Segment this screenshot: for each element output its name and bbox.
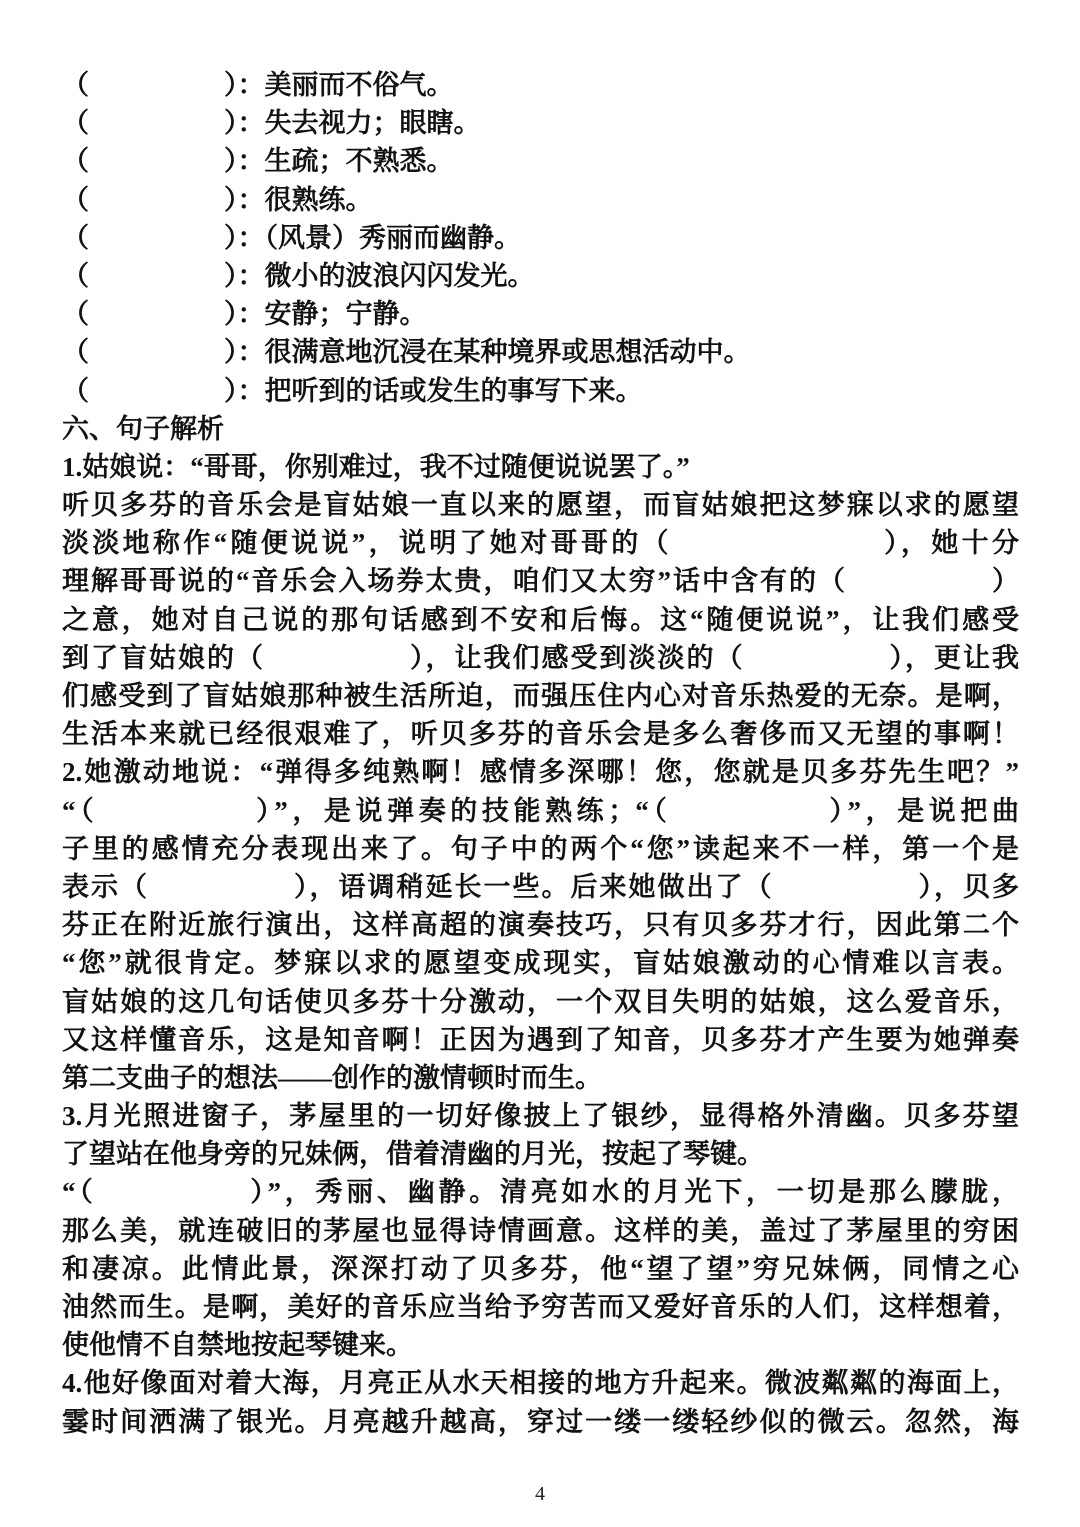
analysis-line: 第二支曲子的想法——创作的激情顿时而生。 (62, 1062, 602, 1093)
page-number: 4 (535, 1483, 545, 1505)
analysis-line: 子里的感情充分表现出来了。句子中的两个“您”读起来不一样，第一个是 (62, 833, 1019, 864)
analysis-line: 表示（ ），语调稍延长一些。后来她做出了（ ），贝多 (62, 871, 1019, 902)
answer-blank: （ ） (62, 146, 238, 177)
word-definitions-list (62, 66, 1019, 410)
sentence-line: 3.月光照进窗子，茅屋里的一切好像披上了银纱，显得格外清幽。贝多芬望 (62, 1101, 1019, 1132)
analysis-line: “您”就很肯定。梦寐以求的愿望变成现实，盲姑娘激动的心情难以言表。 (62, 948, 1019, 979)
sentence-analysis-item-1 (62, 448, 1019, 754)
analysis-line: 和凄凉。此情此景，深深打动了贝多芬，他“望了望”穷兄妹俩，同情之心 (62, 1253, 1019, 1284)
definition-text: ：把听到的话或发生的事写下来。 (237, 375, 643, 406)
answer-blank: （ ） (62, 70, 238, 100)
sentence-line: 4.他好像面对着大海，月亮正从水天相接的地方升起来。微波粼粼的海面上， (62, 1368, 1019, 1399)
sentence-analysis-item-4 (62, 1364, 1019, 1440)
definition-line (62, 257, 1019, 295)
analysis-line: 听贝多芬的音乐会是盲姑娘一直以来的愿望，而盲姑娘把这梦寐以求的愿望 (62, 490, 1019, 521)
analysis-line: 到了盲姑娘的（ ），让我们感受到淡淡的（ ），更让我 (62, 642, 1019, 673)
sentence-line: 了望站在他身旁的兄妹俩，借着清幽的月光，按起了琴键。 (62, 1139, 764, 1170)
analysis-line: 生活本来就已经很艰难了，听贝多芬的音乐会是多么奢侈而又无望的事啊！ (62, 719, 1019, 750)
sentence-line: 2.她激动地说：“弹得多纯熟啊！感情多深哪！您，您就是贝多芬先生吧？” (62, 757, 1019, 788)
analysis-line: 油然而生。是啊，美好的音乐应当给予穷苦而又爱好音乐的人们，这样想着， (62, 1292, 1019, 1322)
definition-line (62, 372, 1019, 410)
sentence-line: 霎时间洒满了银光。月亮越升越高，穿过一缕一缕轻纱似的微云。忽然，海 (62, 1406, 1019, 1437)
analysis-items (62, 448, 1019, 1441)
sentence-analysis-item-3 (62, 1097, 1019, 1364)
definition-text: ：安静；宁静。 (237, 299, 427, 330)
answer-blank: （ ） (62, 337, 238, 368)
analysis-line: “（ ）”，是说弹奏的技能熟练；“（ ）”，是说把曲 (62, 795, 1019, 826)
definition-text: ：很熟练。 (237, 184, 373, 215)
definition-text: ：很满意地沉浸在某种境界或思想活动中。 (237, 337, 751, 368)
answer-blank: （ ） (62, 260, 238, 291)
sentence-analysis-section (62, 410, 1019, 1441)
definition-text: ：生疏；不熟悉。 (237, 146, 454, 177)
word-definitions-section (62, 66, 1019, 410)
sentence-line: 1.姑娘说：“哥哥，你别难过，我不过随便说说罢了。” (62, 451, 690, 482)
analysis-line: 芬正在附近旅行演出，这样高超的演奏技巧，只有贝多芬才行，因此第二个 (62, 910, 1019, 941)
definition-line (62, 66, 1019, 104)
section-heading: 六、句子解析 (62, 413, 224, 444)
answer-blank: （ ） (62, 222, 238, 253)
answer-blank: （ ） (62, 108, 238, 139)
analysis-line: 又这样懂音乐，这是知音啊！正因为遇到了知音，贝多芬才产生要为她弹奏 (62, 1024, 1019, 1055)
definition-text: ：微小的波浪闪闪发光。 (237, 260, 535, 291)
sentence-analysis-item-2 (62, 753, 1019, 1097)
worksheet-content (62, 66, 1019, 1441)
answer-blank: （ ） (62, 375, 238, 406)
definition-line (62, 219, 1019, 257)
definition-text: ：美丽而不俗气。 (237, 70, 454, 100)
analysis-line: 盲姑娘的这几句话使贝多芬十分激动，一个双目失明的姑娘，这么爱音乐， (62, 986, 1019, 1017)
definition-line (62, 104, 1019, 142)
definition-line (62, 295, 1019, 333)
analysis-line: “（ ）”，秀丽、幽静。清亮如水的月光下，一切是那么朦胧， (62, 1177, 1019, 1208)
analysis-line: 理解哥哥说的“音乐会入场券太贵，咱们又太穷”话中含有的（ ） (62, 566, 1019, 597)
analysis-line: 那么美，就连破旧的茅屋也显得诗情画意。这样的美，盖过了茅屋里的穷困 (62, 1215, 1019, 1246)
definition-line (62, 181, 1019, 219)
analysis-line: 使他情不自禁地按起琴键来。 (62, 1330, 413, 1361)
analysis-line: 之意，她对自己说的那句话感到不安和后悔。这“随便说说”，让我们感受 (62, 604, 1019, 635)
definition-line (62, 333, 1019, 371)
analysis-line: 淡淡地称作“随便说说”，说明了她对哥哥的（ ），她十分 (62, 528, 1019, 559)
answer-blank: （ ） (62, 184, 238, 215)
definition-line (62, 142, 1019, 180)
answer-blank: （ ） (62, 299, 238, 330)
analysis-line: 们感受到了盲姑娘那种被生活所迫，而强压住内心对音乐热爱的无奈。是啊， (62, 681, 1019, 711)
definition-text: ：失去视力；眼瞎。 (237, 108, 481, 139)
definition-text: ：（风景）秀丽而幽静。 (237, 222, 521, 253)
